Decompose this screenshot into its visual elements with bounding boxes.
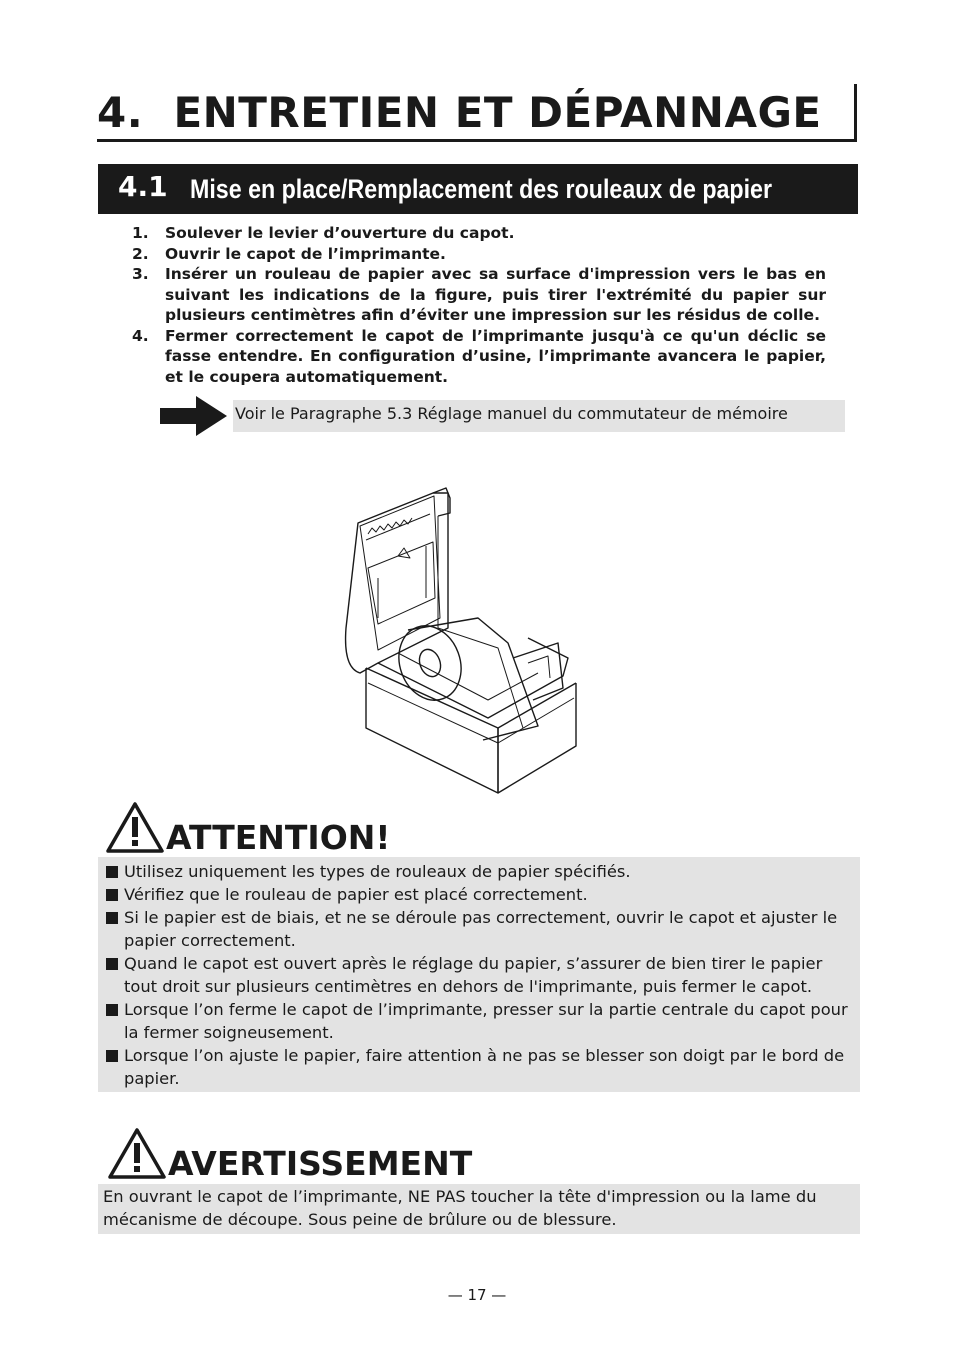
step-number: 1. (132, 224, 149, 242)
bullet-square-icon (106, 958, 118, 970)
reference-note (233, 400, 845, 432)
attention-header (106, 802, 391, 857)
step-number: 4. (132, 326, 149, 345)
chapter-number: 4. (97, 88, 144, 137)
step-number: 2. (132, 244, 149, 263)
chapter-title-text: ENTRETIEN ET DÉPANNAGE (173, 88, 822, 137)
warning-triangle-icon (108, 1128, 166, 1180)
step-number: 3. (132, 265, 149, 283)
printer-open-cover-illustration (338, 478, 583, 802)
attention-item (98, 952, 860, 998)
attention-item (98, 998, 860, 1044)
page-number: — 17 — (447, 1286, 507, 1304)
attention-item (98, 1044, 860, 1090)
attention-item (98, 906, 860, 952)
step-item (132, 326, 826, 388)
reference-text: Voir le Paragraphe 5.3 Réglage manuel du commutateur de mémoire (235, 404, 788, 423)
warning-panel (98, 1184, 860, 1234)
step-item (132, 264, 826, 326)
bullet-square-icon (106, 1004, 118, 1016)
attention-item-text: Vérifiez que le rouleau de papier est placé correctement. (124, 885, 588, 904)
attention-item-text: Quand le capot est ouvert après le réglage du papier, s’assurer de bien tirer le papier tout droit sur plusieurs centimètres en dehors de l'imprimante, puis fermer le capot. (124, 954, 823, 996)
bullet-square-icon (106, 866, 118, 878)
section-title: Mise en place/Remplacement des rouleaux de papier (190, 174, 773, 204)
attention-list (98, 860, 860, 1090)
chapter-heading (97, 88, 822, 137)
warning-title: AVERTISSEMENT (168, 1144, 473, 1183)
bullet-square-icon (106, 912, 118, 924)
attention-item (98, 860, 860, 883)
warning-triangle-icon (106, 802, 164, 854)
section-number: 4.1 (118, 170, 168, 203)
warning-text: En ouvrant le capot de l’imprimante, NE PAS toucher la tête d'impression ou la lame du mécanisme de découpe. Sous peine de brûlure ou de blessure. (103, 1187, 817, 1229)
section-header (98, 164, 858, 214)
arrow-right-icon (160, 396, 228, 440)
attention-item-text: Lorsque l’on ajuste le papier, faire attention à ne pas se blesser son doigt par le bord de papier. (124, 1046, 845, 1088)
attention-title: ATTENTION! (166, 818, 391, 857)
chapter-title (97, 84, 857, 142)
bullet-square-icon (106, 1050, 118, 1062)
attention-panel (98, 857, 860, 1092)
step-text: Fermer correctement le capot de l’imprimante jusqu'à ce qu'un déclic se fasse entendre. En configuration d’usine, l’imprimante avancera le papier, et le coupera automatiquement. (165, 326, 826, 386)
attention-item-text: Lorsque l’on ferme le capot de l’imprimante, presser sur la partie centrale du capot pour la fermer soigneusement. (124, 1000, 848, 1042)
attention-item (98, 883, 860, 906)
step-item (132, 223, 826, 244)
attention-item-text: Utilisez uniquement les types de rouleaux de papier spécifiés. (124, 862, 631, 881)
bullet-square-icon (106, 889, 118, 901)
step-text: Soulever le levier d’ouverture du capot. (165, 224, 515, 242)
attention-item-text: Si le papier est de biais, et ne se déroule pas correctement, ouvrir le capot et ajuster le papier correctement. (124, 908, 838, 950)
steps-list (132, 223, 826, 387)
step-text: Insérer un rouleau de papier avec sa surface d'impression vers le bas en suivant les indications de la figure, puis tirer l'extrémité du papier sur plusieurs centimètres afin d’éviter une impression sur les résidus de colle. (165, 265, 826, 324)
step-item (132, 244, 826, 265)
warning-header (108, 1128, 473, 1183)
step-text: Ouvrir le capot de l’imprimante. (165, 244, 446, 263)
